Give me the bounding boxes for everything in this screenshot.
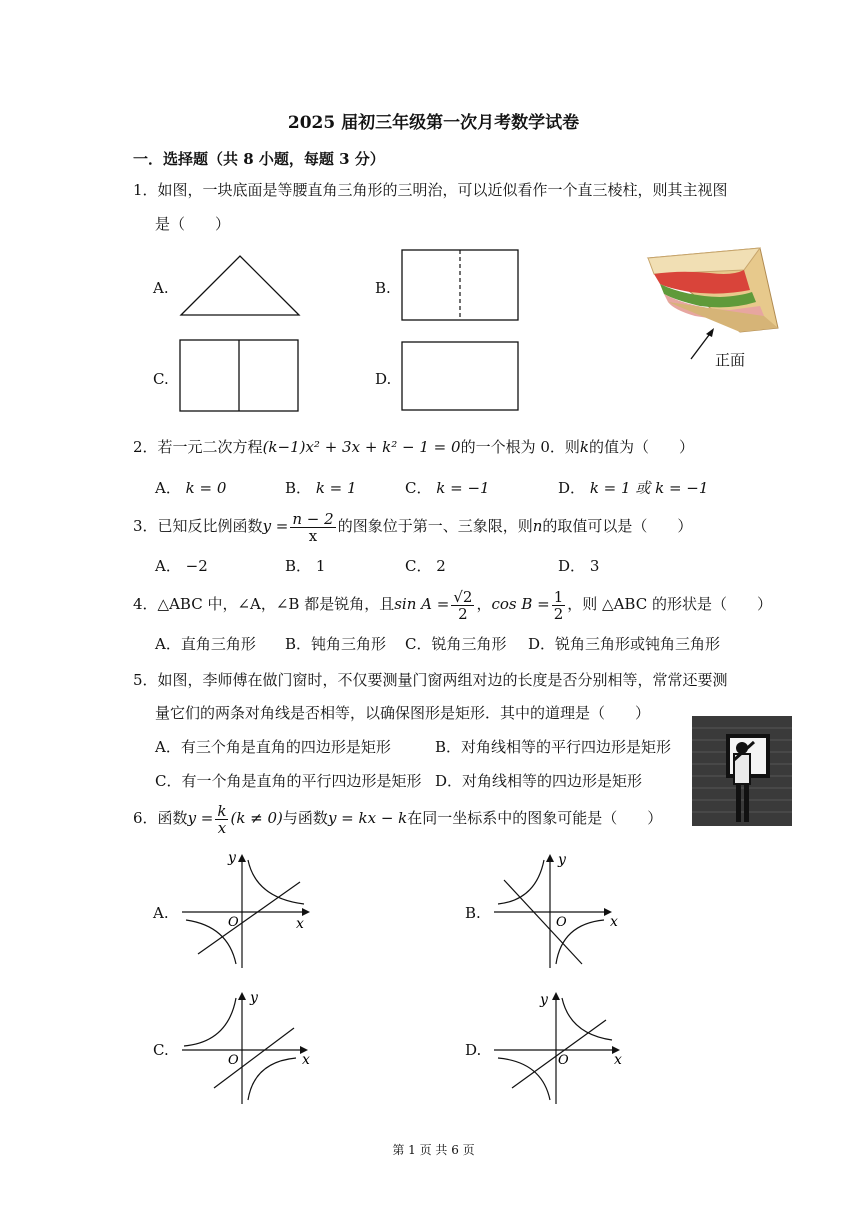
- q6-c-y-label: y: [250, 990, 258, 1006]
- q1-option-c-rectangle-solid: [178, 338, 302, 413]
- q4-option-c[interactable]: C．锐角三角形: [405, 635, 507, 653]
- q4-cos-fraction: $\frac{1}{2}$: [553, 587, 564, 623]
- q4-option-a[interactable]: A．直角三角形: [155, 635, 256, 653]
- q3-option-c[interactable]: C． 2: [405, 557, 446, 575]
- q6-graph-a: [178, 852, 318, 972]
- question-3-stem: 3．已知反比例函数y = $\frac{n - 2}{x}$ 的图象位于第一、三象限，则n的取值可以是（ ）: [133, 509, 693, 545]
- q2-option-b[interactable]: B． k = 1: [285, 479, 357, 497]
- sandwich-image: [640, 240, 785, 340]
- q4-sin-fraction: $\frac{√2}{2}$: [453, 587, 473, 623]
- page-footer: 第 1 页 共 6 页: [392, 1143, 475, 1157]
- q5-option-b[interactable]: B．对角线相等的平行四边形是矩形: [435, 738, 672, 756]
- q1-option-a-triangle: [178, 253, 303, 319]
- q5-option-c[interactable]: C．有一个角是直角的平行四边形是矩形: [155, 772, 422, 790]
- front-caption: 正面: [715, 351, 746, 369]
- q1-option-a-label[interactable]: A.: [153, 279, 169, 297]
- question-6-stem: 6．函数y = $\frac{k}{x}$ (k ≠ 0)与函数y = kx − k在同一坐标系中的图象可能是（ ）: [133, 801, 663, 837]
- q6-graph-d: [490, 988, 630, 1108]
- question-1-line2: 是（ ）: [155, 215, 231, 233]
- carpenter-image: [692, 716, 792, 826]
- q6-graph-b: [490, 852, 630, 972]
- q3-option-b[interactable]: B． 1: [285, 557, 326, 575]
- q4-option-d[interactable]: D．锐角三角形或钝角三角形: [528, 635, 721, 653]
- q6-option-a-label[interactable]: A.: [153, 904, 169, 922]
- page-title: 2025 届初三年级第一次月考数学试卷: [287, 113, 580, 133]
- q3-option-d[interactable]: D． 3: [558, 557, 600, 575]
- q6-option-c-label[interactable]: C.: [153, 1041, 169, 1059]
- q5-option-d[interactable]: D．对角线相等的四边形是矩形: [435, 772, 643, 790]
- section-heading: 一．选择题（共 8 小题，每题 3 分）: [133, 150, 385, 168]
- q6-d-origin: O: [558, 1053, 569, 1068]
- q6-option-b-label[interactable]: B.: [465, 904, 481, 922]
- question-5-line2: 量它们的两条对角线是否相等，以确保图形是矩形．其中的道理是（ ）: [155, 704, 651, 722]
- question-1-line1: 1．如图，一块底面是等腰直角三角形的三明治，可以近似看作一个直三棱柱，则其主视图: [133, 181, 728, 199]
- q1-option-b-rectangle-dashed: [400, 248, 522, 322]
- q6-d-x-label: x: [614, 1052, 622, 1068]
- q6-option-d-label[interactable]: D.: [465, 1041, 482, 1059]
- q6-graph-c: [178, 988, 318, 1108]
- q5-option-a[interactable]: A．有三个角是直角的四边形是矩形: [155, 738, 391, 756]
- front-arrow-icon: [688, 326, 718, 362]
- q6-c-x-label: x: [302, 1052, 310, 1068]
- question-4-stem: 4．△ABC 中，∠A，∠B 都是锐角，且sin A = $\frac{√2}{2}$ ，cos B = $\frac{1}{2}$ ，则 △ABC 的形状是（ ）: [133, 587, 772, 623]
- q1-option-b-label[interactable]: B.: [375, 279, 391, 297]
- q4-option-b[interactable]: B．钝角三角形: [285, 635, 387, 653]
- q6-b-x-label: x: [610, 914, 618, 930]
- q6-b-origin: O: [556, 915, 567, 930]
- q6-c-origin: O: [228, 1053, 239, 1068]
- q6-a-y-label: y: [228, 852, 236, 866]
- q2-option-a[interactable]: A． k = 0: [155, 479, 227, 497]
- question-5-line1: 5．如图，李师傅在做门窗时，不仅要测量门窗两组对边的长度是否分别相等，常常还要测: [133, 671, 728, 689]
- q1-option-d-label[interactable]: D.: [375, 370, 392, 388]
- q1-option-d-rectangle: [400, 340, 522, 412]
- q6-b-y-label: y: [558, 852, 566, 868]
- q6-d-y-label: y: [540, 992, 548, 1008]
- q6-fraction: $\frac{k}{x}$: [217, 801, 227, 837]
- q3-option-a[interactable]: A． −2: [155, 557, 208, 575]
- q6-a-x-label: x: [296, 916, 304, 932]
- q2-option-d[interactable]: D． k = 1 或 k = −1: [558, 479, 709, 497]
- q2-option-c[interactable]: C． k = −1: [405, 479, 490, 497]
- question-2-stem: 2．若一元二次方程(k−1)x² + 3x + k² − 1 = 0的一个根为 0．则k的值为（ ）: [133, 438, 694, 456]
- q6-a-origin: O: [228, 915, 239, 930]
- q1-option-c-label[interactable]: C.: [153, 370, 169, 388]
- q3-fraction: $\frac{n - 2}{x}$: [292, 509, 334, 545]
